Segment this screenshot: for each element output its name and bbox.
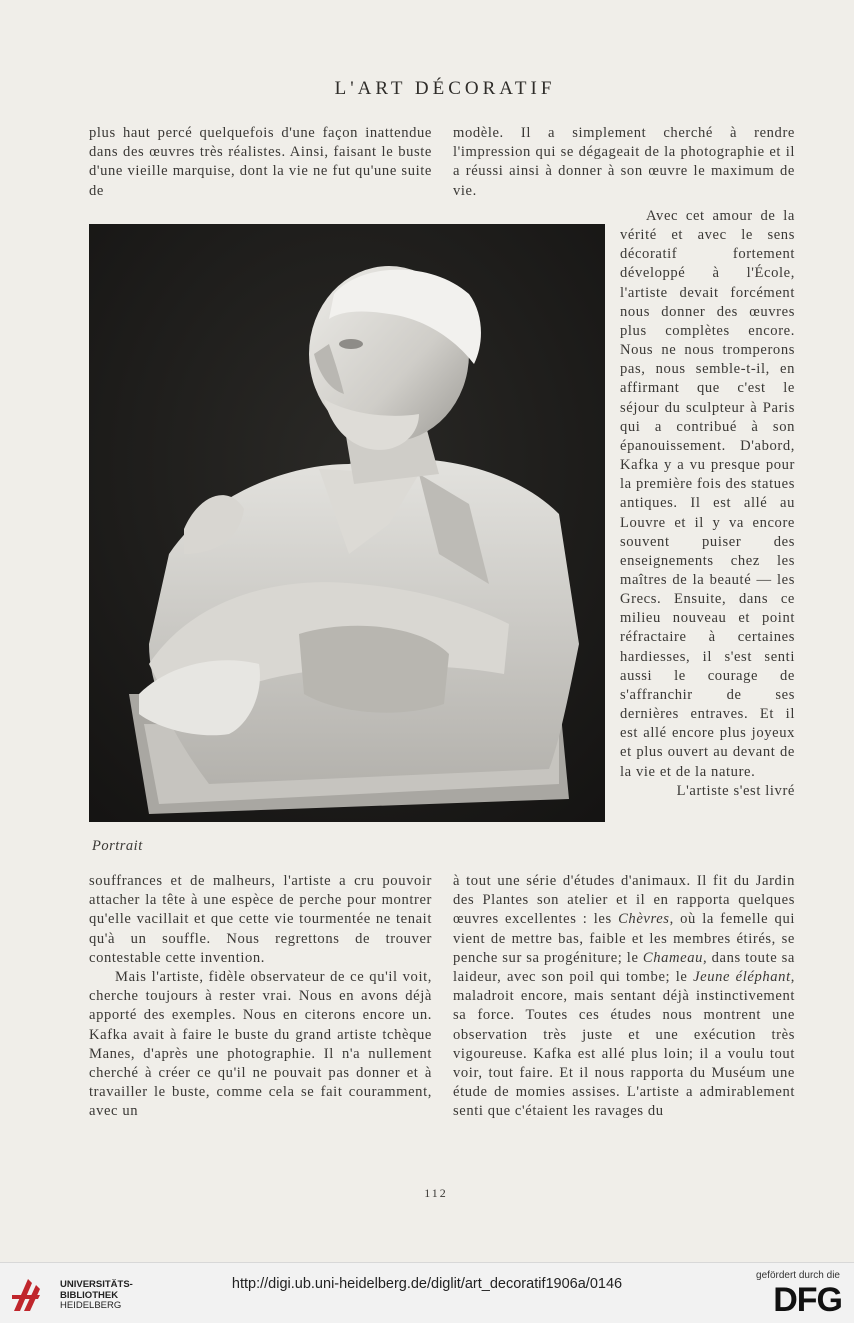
ub-line: HEIDELBERG [60, 1300, 122, 1311]
paragraph: plus haut percé quelquefois d'une façon inattendue dans des œuvres très réalistes. Ainsi, faisant le buste d'une vieille marquise, dont la vie ne fut qu'une suite de [89, 125, 432, 199]
page-number: 112 [424, 1186, 448, 1200]
column-side [620, 207, 795, 801]
column-bottom-right [453, 872, 795, 1122]
paragraph: modèle. Il a simplement cherché à rendre l'impression qui se dégageait de la photographie et il a réussi ainsi à donner à son œuvre le maximum de vie. [453, 125, 795, 199]
paragraph: Avec cet amour de la vérité et avec le sens décoratif fortement développé à l'École, l'artiste devait forcément nous donner des œuvres plus complètes encore. Nous ne nous tromperons pas, nous semble-t-il, en affirmant que c'est le séjour du sculpteur à Paris qui a contribué à son épanouissement. D'abord, Kafka y a vu presque pour la première fois des statues antiques. Il est allé au Louvre et il y va encore souvent puiser des enseignements chez les maîtres de la beauté — les Grecs. Ensuite, dans ce milieu nouveau et point réfractaire à certaines hardiesses, il s'est senti aussi le courage de s'affranchir de ses dernières entraves. Et il est allé encore plus joyeux et plus ouvert au devant de la vie et de la nature. [620, 208, 795, 780]
ub-line: BIBLIOTHEK [60, 1289, 119, 1301]
running-title: L'ART DÉCORATIF [334, 78, 556, 99]
text-run: , où la femelle qui vient de mettre bas, faible et les membres étirés, se penche sur sa progéniture; le [453, 911, 795, 966]
column-bottom-left [89, 872, 432, 1122]
italic-title: Jeune éléphant [693, 969, 791, 986]
italic-title: Chèvres [618, 911, 670, 928]
permalink-url[interactable]: http://digi.ub.uni-heidelberg.de/diglit/art_decoratif1906a/0146 [231, 1276, 623, 1292]
figure-bust-photo [89, 224, 605, 822]
paragraph [453, 872, 795, 1122]
paragraph-start: L'artiste s'est livré [676, 782, 795, 799]
ub-line: UNIVERSITÄTS- [60, 1279, 133, 1290]
column-top-left [89, 124, 432, 201]
figure-caption: Portrait [92, 838, 143, 854]
column-top-right [453, 124, 795, 201]
italic-title: Chameau [642, 949, 704, 966]
viewer-footer [0, 1262, 854, 1323]
text-run: , dans toute sa laideur, avec son poil qui tombe; le [453, 949, 795, 986]
text-run: à tout une série d'études d'animaux. Il fit du Jardin des Plantes son atelier et il en rapporta quelques œuvres excellentes : les [453, 873, 795, 928]
paragraph: souffrances et de malheurs, l'artiste a cru pouvoir attacher la tête à une espèce de perche pour montrer qu'elle vacillait et que cette vie tourmentée ne tenait qu'à un souffle. Nous regrettons de trouver contestable cette invention. [89, 873, 432, 966]
dfg-logo[interactable]: DFG [773, 1281, 842, 1319]
text-run: , maladroit encore, mais sentant déjà instinctivement sa force. Toutes ces études nous montrent une observation très juste et une exécution très vigoureuse. Kafka est allé plus loin; il a voulu tout voir, tout faire. Et il nous rapporta du Muséum une étude de momies assises. L'artiste a admirablement senti que c'étaient les ravages du [453, 969, 795, 1120]
dfg-funding-label: gefördert durch die [756, 1270, 840, 1281]
paragraph: Mais l'artiste, fidèle observateur de ce qu'il voit, cherche toujours à rester vrai. Nous en avons déjà apporté des exemples. Nous en citerons encore un. Kafka avait à faire le buste du grand artiste tchèque Manes, d'après une photographie. Il n'a nullement cherché à créer ce qu'il ne pouvait pas donner et à travailler le buste, comme cela se fait couramment, avec un [89, 969, 432, 1120]
bust-sculpture-image [89, 224, 605, 822]
